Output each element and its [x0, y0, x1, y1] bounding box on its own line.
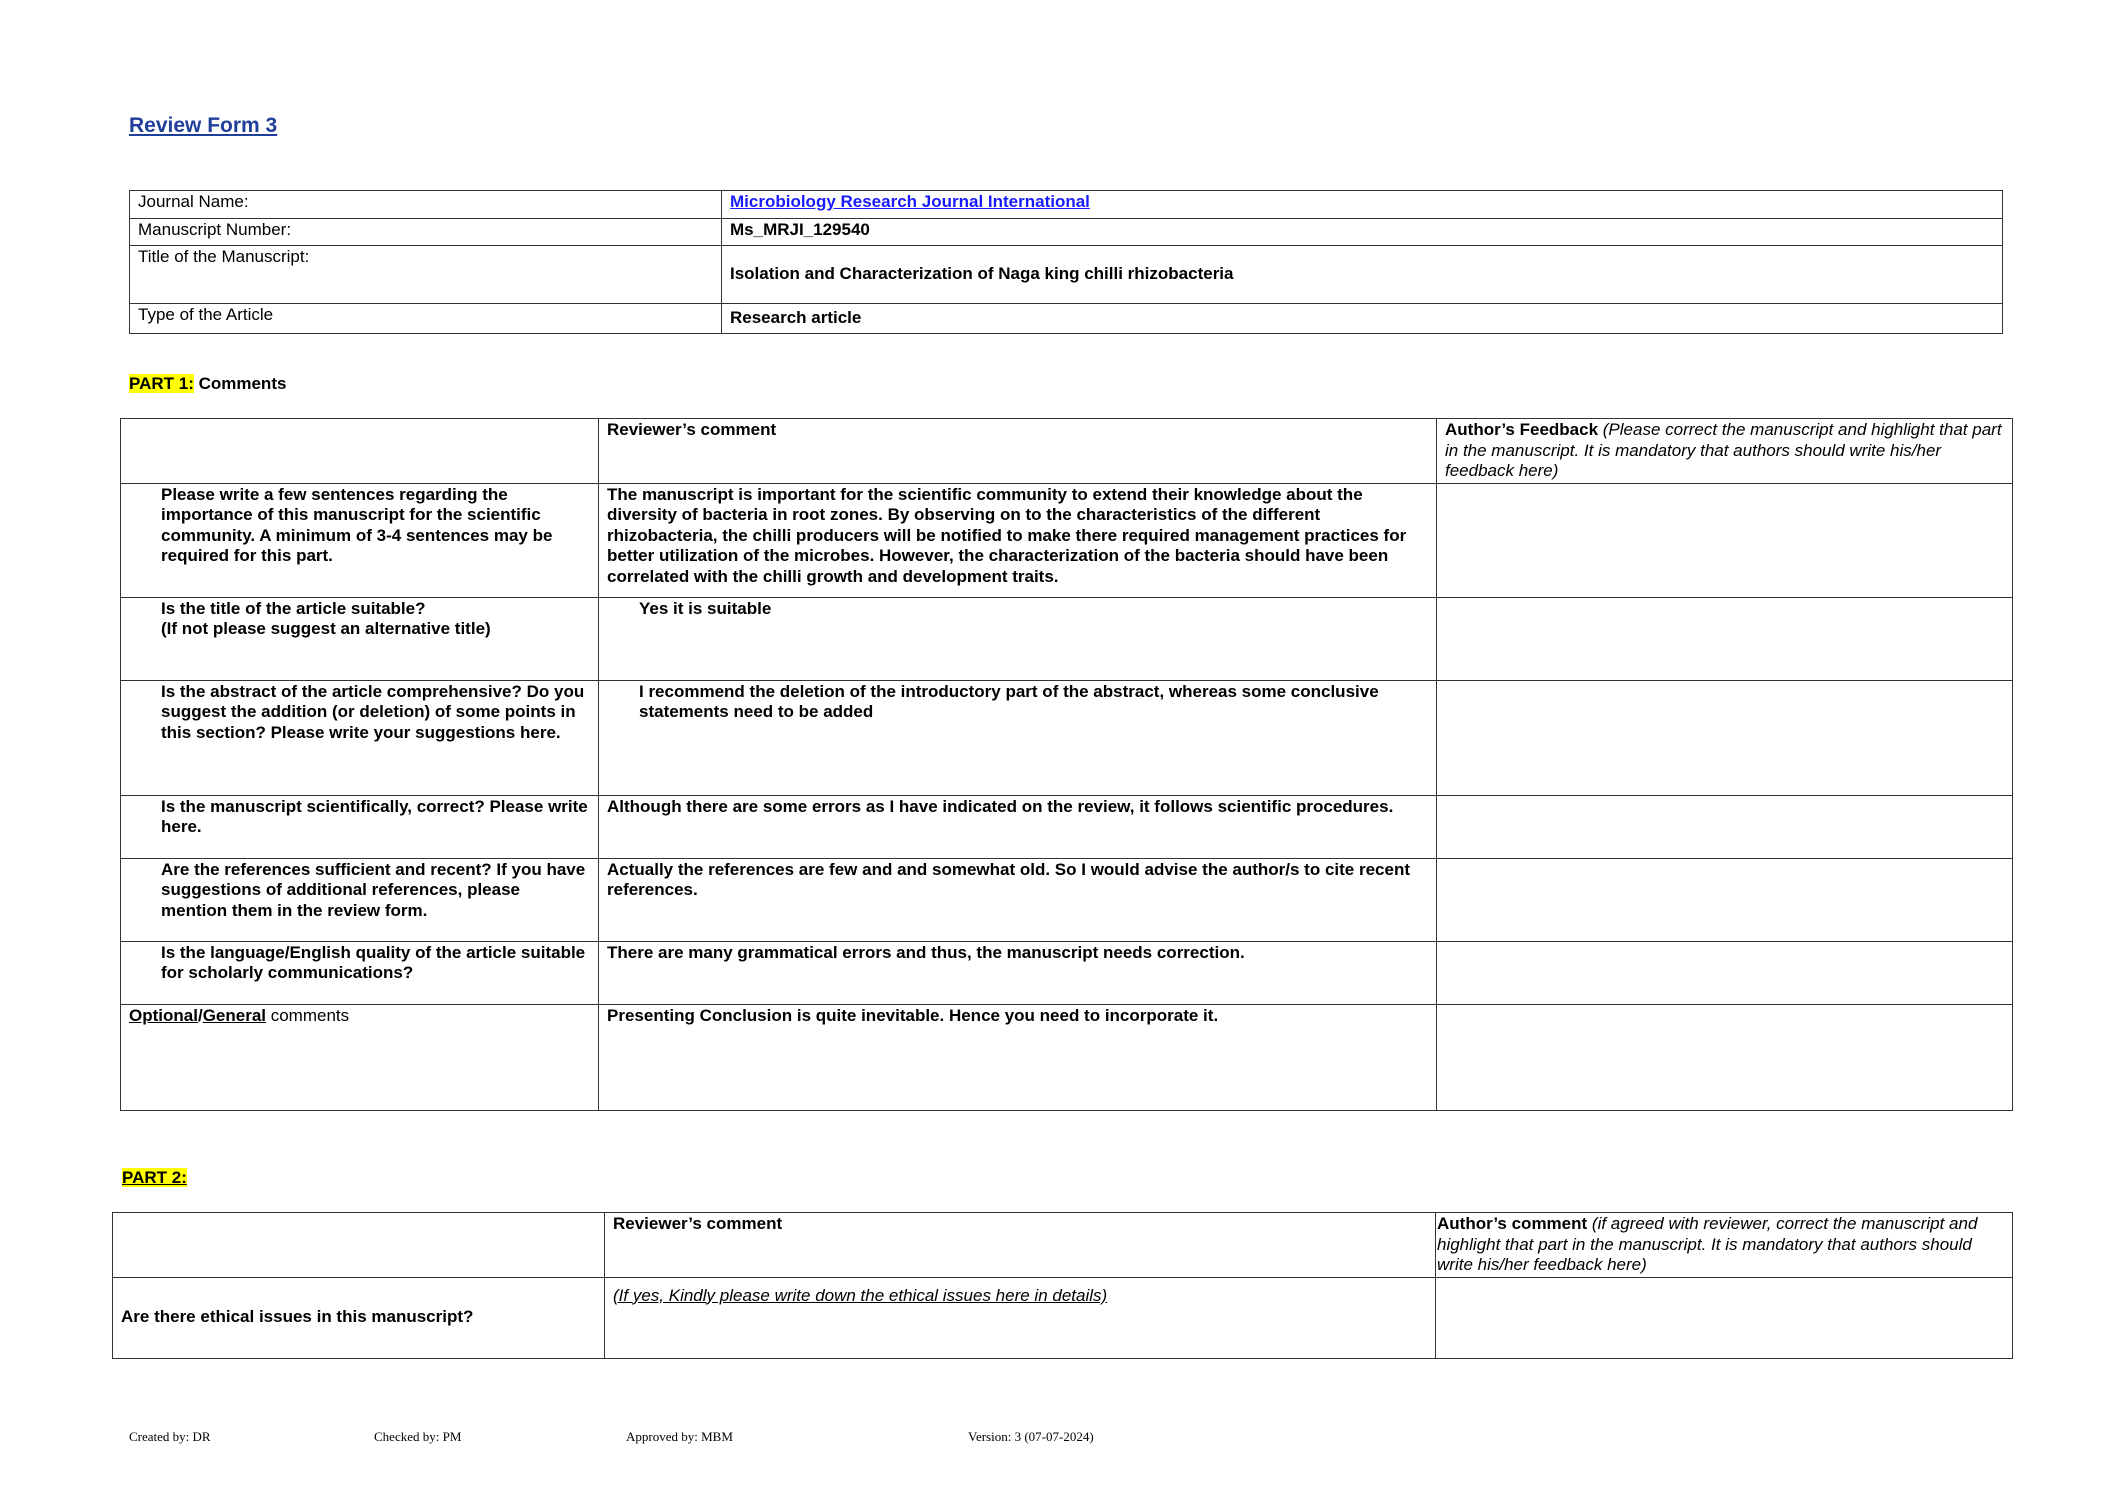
question: Please write a few sentences regarding the importance of this manuscript for the scientific community. A minimum of 3-4 sentences may be required for this part. [121, 483, 599, 597]
table-row [113, 1277, 2013, 1358]
author-feedback-title: Author’s Feedback [1445, 420, 1599, 439]
ethics-placeholder[interactable]: (If yes, Kindly please write down the ethical issues here in details) [613, 1285, 1108, 1305]
question: Is the language/English quality of the article suitable for scholarly communications? [121, 941, 599, 1004]
reviewer-comment: Presenting Conclusion is quite inevitable. Hence you need to incorporate it. [599, 1004, 1437, 1110]
table-row [121, 680, 2013, 795]
author-comment-header [1436, 1213, 2013, 1278]
header-row [121, 419, 2013, 484]
question: Are the references sufficient and recent? If you have suggestions of additional references, please mention them in the review form. [121, 858, 599, 941]
question: Is the manuscript scientifically, correct? Please write here. [121, 795, 599, 858]
info-value: Ms_MRJI_129540 [722, 219, 2003, 246]
reviewer-comment: Although there are some errors as I have indicated on the review, it follows scientific procedures. [599, 795, 1437, 858]
reviewer-comment: Yes it is suitable [599, 597, 1437, 680]
footer-checked: Checked by: PM [374, 1429, 462, 1444]
reviewer-comment: Actually the references are few and and somewhat old. So I would advise the author/s to cite recent references. [599, 858, 1437, 941]
author-feedback-note: (Please correct the manuscript and highlight that part in the manuscript. It is mandatory that authors should write his/her feedback here) [1445, 420, 2002, 480]
info-value: Isolation and Characterization of Naga king chilli rhizobacteria [722, 246, 2003, 304]
reviewer-comment: I recommend the deletion of the introductory part of the abstract, whereas some conclusive statements need to be added [599, 680, 1437, 795]
table-row [121, 483, 2013, 597]
footer-version: Version: 3 (07-07-2024) [968, 1429, 1094, 1444]
footer-created: Created by: DR [129, 1429, 211, 1444]
header-row [113, 1213, 2013, 1278]
author-feedback-cell[interactable] [1437, 597, 2013, 680]
journal-link[interactable]: Microbiology Research Journal International [730, 192, 1090, 211]
ethics-question: Are there ethical issues in this manuscript? [113, 1277, 605, 1358]
table-row-optional [121, 1004, 2013, 1110]
table-row [121, 858, 2013, 941]
footer-approved: Approved by: MBM [626, 1429, 733, 1444]
info-label: Journal Name: [130, 191, 722, 219]
manuscript-info-table [129, 190, 2003, 334]
reviewer-comment-header: Reviewer’s comment [599, 419, 1437, 484]
info-row-type [130, 304, 2003, 334]
part1-label: PART 1: [129, 374, 194, 393]
author-comment-note: (if agreed with reviewer, correct the manuscript and highlight that part in the manuscript. It is mandatory that authors should write his/her feedback here) [1437, 1214, 1978, 1274]
part2-ethics-table [112, 1212, 2013, 1359]
author-comment-cell[interactable] [1436, 1277, 2013, 1358]
table-row [121, 597, 2013, 680]
part1-comments-table [120, 418, 2013, 1111]
question: Is the title of the article suitable? (If not please suggest an alternative title) [121, 597, 599, 680]
info-label: Type of the Article [130, 304, 722, 334]
author-feedback-cell[interactable] [1437, 1004, 2013, 1110]
author-comment-title: Author’s comment [1437, 1214, 1588, 1233]
optional-word: Optional [129, 1005, 198, 1025]
table-row [121, 941, 2013, 1004]
author-feedback-header [1437, 419, 2013, 484]
info-row-journal [130, 191, 2003, 219]
info-value: Research article [722, 304, 2003, 334]
reviewer-comment: There are many grammatical errors and thus, the manuscript needs correction. [599, 941, 1437, 1004]
comments-word: comments [266, 1005, 350, 1025]
author-feedback-cell[interactable] [1437, 483, 2013, 597]
page-title: Review Form 3 [129, 114, 278, 137]
part1-label-rest: Comments [193, 374, 287, 393]
author-feedback-cell[interactable] [1437, 680, 2013, 795]
info-label: Manuscript Number: [130, 219, 722, 246]
part2-heading [122, 1168, 187, 1188]
part1-heading [129, 374, 286, 394]
part2-label: PART 2: [122, 1168, 187, 1187]
reviewer-comment-header: Reviewer’s comment [605, 1213, 1436, 1278]
optional-label: Optional/General comments [121, 1004, 599, 1110]
author-feedback-cell[interactable] [1437, 858, 2013, 941]
reviewer-comment: The manuscript is important for the scientific community to extend their knowledge about the diversity of bacteria in root zones. By observing on to the characteristics of the different rhizobacteria, the chilli producers will be notified to make there required management practices for better utilization of the microbes. However, the characterization of the bacteria should have been correlated with the chilli growth and development traits. [599, 483, 1437, 597]
author-feedback-cell[interactable] [1437, 941, 2013, 1004]
author-feedback-cell[interactable] [1437, 795, 2013, 858]
info-label: Title of the Manuscript: [130, 246, 722, 304]
question: Is the abstract of the article comprehensive? Do you suggest the addition (or deletion) of some points in this section? Please write your suggestions here. [121, 680, 599, 795]
info-row-title [130, 246, 2003, 304]
general-word: General [202, 1005, 266, 1025]
table-row [121, 795, 2013, 858]
info-row-number [130, 219, 2003, 246]
